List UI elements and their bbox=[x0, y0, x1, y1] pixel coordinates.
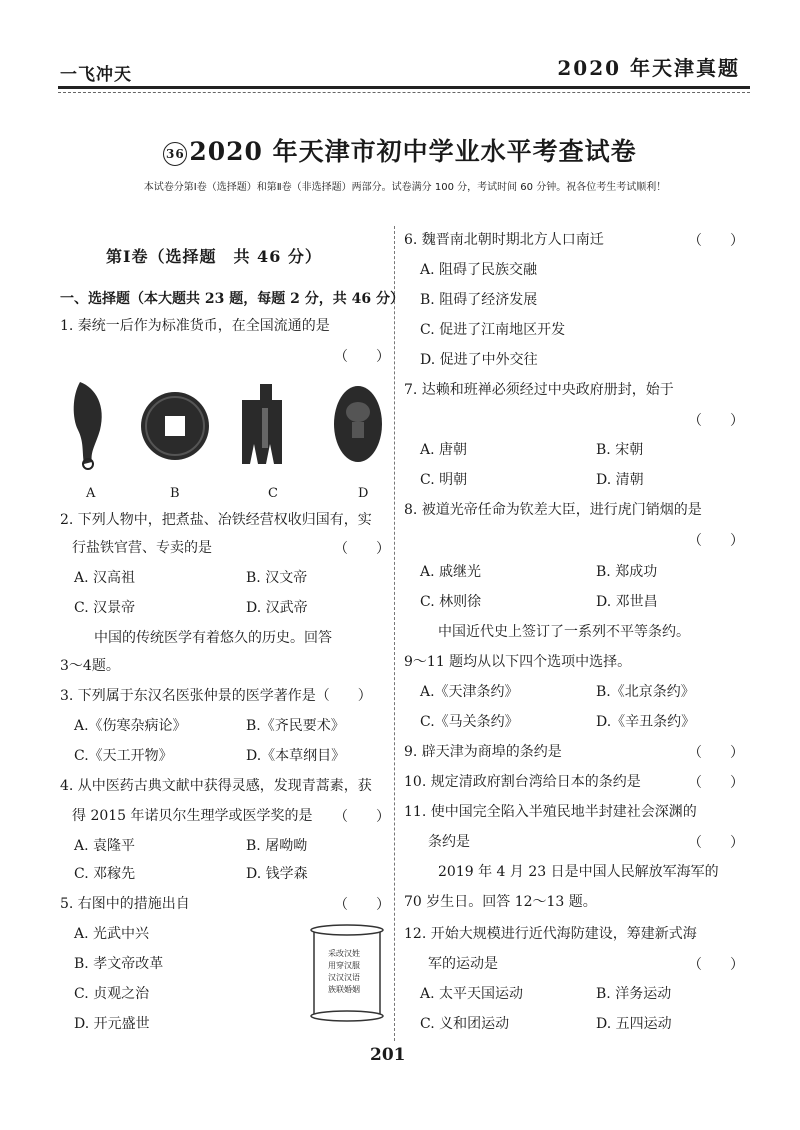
q12-option-c: C. 义和团运动 bbox=[420, 1016, 510, 1032]
q8-option-c: C. 林则徐 bbox=[420, 594, 482, 610]
q3-option-c: C.《天工开物》 bbox=[74, 748, 173, 764]
q3-4-stem-line2: 3～4题。 bbox=[60, 658, 120, 674]
q12-answer-blank: （ ） bbox=[688, 957, 744, 973]
coin-d-ant-nose-icon bbox=[334, 386, 382, 462]
coin-c-spade-icon bbox=[242, 384, 282, 464]
q12-stem-line1: 12. 开始大规模进行近代海防建设，筹建新式海 bbox=[404, 926, 697, 942]
q4-stem-line2: 得 2015 年诺贝尔生理学或医学奖的是 bbox=[72, 808, 313, 824]
q9-stem: 9. 辟天津为商埠的条约是 bbox=[404, 744, 562, 760]
q2-option-a: A. 汉高祖 bbox=[74, 570, 136, 586]
q12-option-d: D. 五四运动 bbox=[596, 1016, 672, 1032]
q7-option-c: C. 明朝 bbox=[420, 472, 468, 488]
exam-title bbox=[0, 132, 800, 168]
brand-logo-text: 一飞冲天 bbox=[60, 65, 132, 85]
treaty-option-c: C.《马关条约》 bbox=[420, 714, 519, 730]
coin-label-b: B bbox=[170, 486, 180, 501]
q6-option-b: B. 阻碍了经济发展 bbox=[420, 292, 538, 308]
scroll-text-line2: 用穿汉服 bbox=[328, 961, 360, 970]
q11-answer-blank: （ ） bbox=[688, 835, 744, 851]
q2-option-c: C. 汉景帝 bbox=[74, 600, 136, 616]
q12-13-stem-line2: 70 岁生日。回答 12～13 题。 bbox=[404, 894, 597, 910]
q7-option-d: D. 清朝 bbox=[596, 472, 644, 488]
q11-stem-line1: 11. 使中国完全陷入半殖民地半封建社会深渊的 bbox=[404, 804, 697, 820]
q7-option-b: B. 宋朝 bbox=[596, 442, 644, 458]
header-title: 2020 年天津真题 bbox=[557, 56, 740, 80]
q6-option-c: C. 促进了江南地区开发 bbox=[420, 322, 566, 338]
q5-option-b: B. 孝文帝改革 bbox=[74, 956, 164, 972]
q5-option-d: D. 开元盛世 bbox=[74, 1016, 150, 1032]
scroll-text-line3: 汉汉汉语 bbox=[328, 973, 360, 982]
q10-answer-blank: （ ） bbox=[688, 775, 744, 791]
exam-number-badge: 36 bbox=[163, 142, 187, 166]
q9-answer-blank: （ ） bbox=[688, 745, 744, 761]
q2-stem-line2: 行盐铁官营、专卖的是 bbox=[72, 540, 212, 556]
q1-answer-blank: （ ） bbox=[334, 349, 390, 365]
header-rule bbox=[58, 86, 750, 89]
q5-scroll-figure bbox=[306, 922, 388, 1024]
q4-stem-line1: 4. 从中医药古典文献中获得灵感，发现青蒿素，获 bbox=[60, 778, 372, 794]
q7-stem: 7. 达赖和班禅必须经过中央政府册封，始于 bbox=[404, 382, 674, 398]
treaty-option-d: D.《辛丑条约》 bbox=[596, 714, 696, 730]
exam-instructions: 本试卷分第Ⅰ卷（选择题）和第Ⅱ卷（非选择题）两部分。试卷满分 100 分，考试时间 60 分钟。祝各位考生考试顺利！ bbox=[143, 182, 667, 193]
coins-figure bbox=[60, 378, 390, 470]
q3-option-d: D.《本草纲目》 bbox=[246, 748, 346, 764]
q12-option-b: B. 洋务运动 bbox=[596, 986, 672, 1002]
page-number: 201 bbox=[370, 1045, 406, 1065]
q10-stem: 10. 规定清政府割台湾给日本的条约是 bbox=[404, 774, 641, 790]
q4-option-a: A. 袁隆平 bbox=[74, 838, 136, 854]
q1-stem: 1. 秦统一后作为标准货币，在全国流通的是 bbox=[60, 318, 330, 334]
q2-option-d: D. 汉武帝 bbox=[246, 600, 308, 616]
q8-answer-blank: （ ） bbox=[688, 533, 744, 549]
q2-option-b: B. 汉文帝 bbox=[246, 570, 308, 586]
q8-option-a: A. 戚继光 bbox=[420, 564, 482, 580]
section-title: 第Ⅰ卷（选择题 共 46 分） bbox=[106, 247, 322, 266]
exam-title-text: 2020 年天津市初中学业水平考查试卷 bbox=[189, 137, 637, 166]
q8-option-d: D. 邓世昌 bbox=[596, 594, 658, 610]
q7-answer-blank: （ ） bbox=[688, 413, 744, 429]
q4-option-c: C. 邓稼先 bbox=[74, 866, 136, 882]
column-divider bbox=[394, 226, 395, 1041]
q4-option-d: D. 钱学森 bbox=[246, 866, 308, 882]
q3-option-a: A.《伤寒杂病论》 bbox=[74, 718, 187, 734]
q4-option-b: B. 屠呦呦 bbox=[246, 838, 308, 854]
treaty-option-b: B.《北京条约》 bbox=[596, 684, 695, 700]
q11-stem-line2: 条约是 bbox=[428, 834, 470, 850]
q9-11-stem-line2: 9～11 题均从以下四个选项中选择。 bbox=[404, 654, 632, 670]
q3-stem: 3. 下列属于东汉名医张仲景的医学著作是（ ） bbox=[60, 688, 372, 704]
scroll-text-line1: 采改汉姓 bbox=[328, 949, 360, 958]
part-heading: 一、选择题（本大题共 23 题，每题 2 分，共 46 分） bbox=[60, 291, 404, 307]
q12-13-stem-line1: 2019 年 4 月 23 日是中国人民解放军海军的 bbox=[438, 864, 719, 880]
q3-4-stem-line1: 中国的传统医学有着悠久的历史。回答 bbox=[94, 630, 332, 646]
q6-answer-blank: （ ） bbox=[688, 233, 744, 249]
q12-stem-line2: 军的运动是 bbox=[428, 956, 498, 972]
q7-option-a: A. 唐朝 bbox=[420, 442, 468, 458]
q6-option-d: D. 促进了中外交往 bbox=[420, 352, 538, 368]
q4-answer-blank: （ ） bbox=[334, 809, 390, 825]
coin-label-d: D bbox=[358, 486, 369, 501]
q8-stem: 8. 被道光帝任命为钦差大臣，进行虎门销烟的是 bbox=[404, 502, 702, 518]
header-rule-dashed bbox=[58, 92, 750, 93]
q3-option-b: B.《齐民要术》 bbox=[246, 718, 345, 734]
coin-label-c: C bbox=[268, 486, 278, 501]
treaty-option-a: A.《天津条约》 bbox=[420, 684, 519, 700]
q12-option-a: A. 太平天国运动 bbox=[420, 986, 524, 1002]
q5-option-c: C. 贞观之治 bbox=[74, 986, 150, 1002]
scroll-text-line4: 族联婚姻 bbox=[328, 985, 360, 994]
coin-b-round-square-hole-icon bbox=[141, 392, 209, 460]
q9-11-stem-line1: 中国近代史上签订了一系列不平等条约。 bbox=[438, 624, 690, 640]
q5-answer-blank: （ ） bbox=[334, 897, 390, 913]
coin-a-knife-icon bbox=[74, 382, 102, 469]
q5-stem: 5. 右图中的措施出自 bbox=[60, 896, 190, 912]
q2-answer-blank: （ ） bbox=[334, 541, 390, 557]
q5-option-a: A. 光武中兴 bbox=[74, 926, 150, 942]
q6-option-a: A. 阻碍了民族交融 bbox=[420, 262, 538, 278]
q8-option-b: B. 郑成功 bbox=[596, 564, 658, 580]
coin-label-a: A bbox=[86, 486, 96, 501]
q6-stem: 6. 魏晋南北朝时期北方人口南迁 bbox=[404, 232, 604, 248]
q2-stem-line1: 2. 下列人物中，把煮盐、冶铁经营权收归国有，实 bbox=[60, 512, 372, 528]
